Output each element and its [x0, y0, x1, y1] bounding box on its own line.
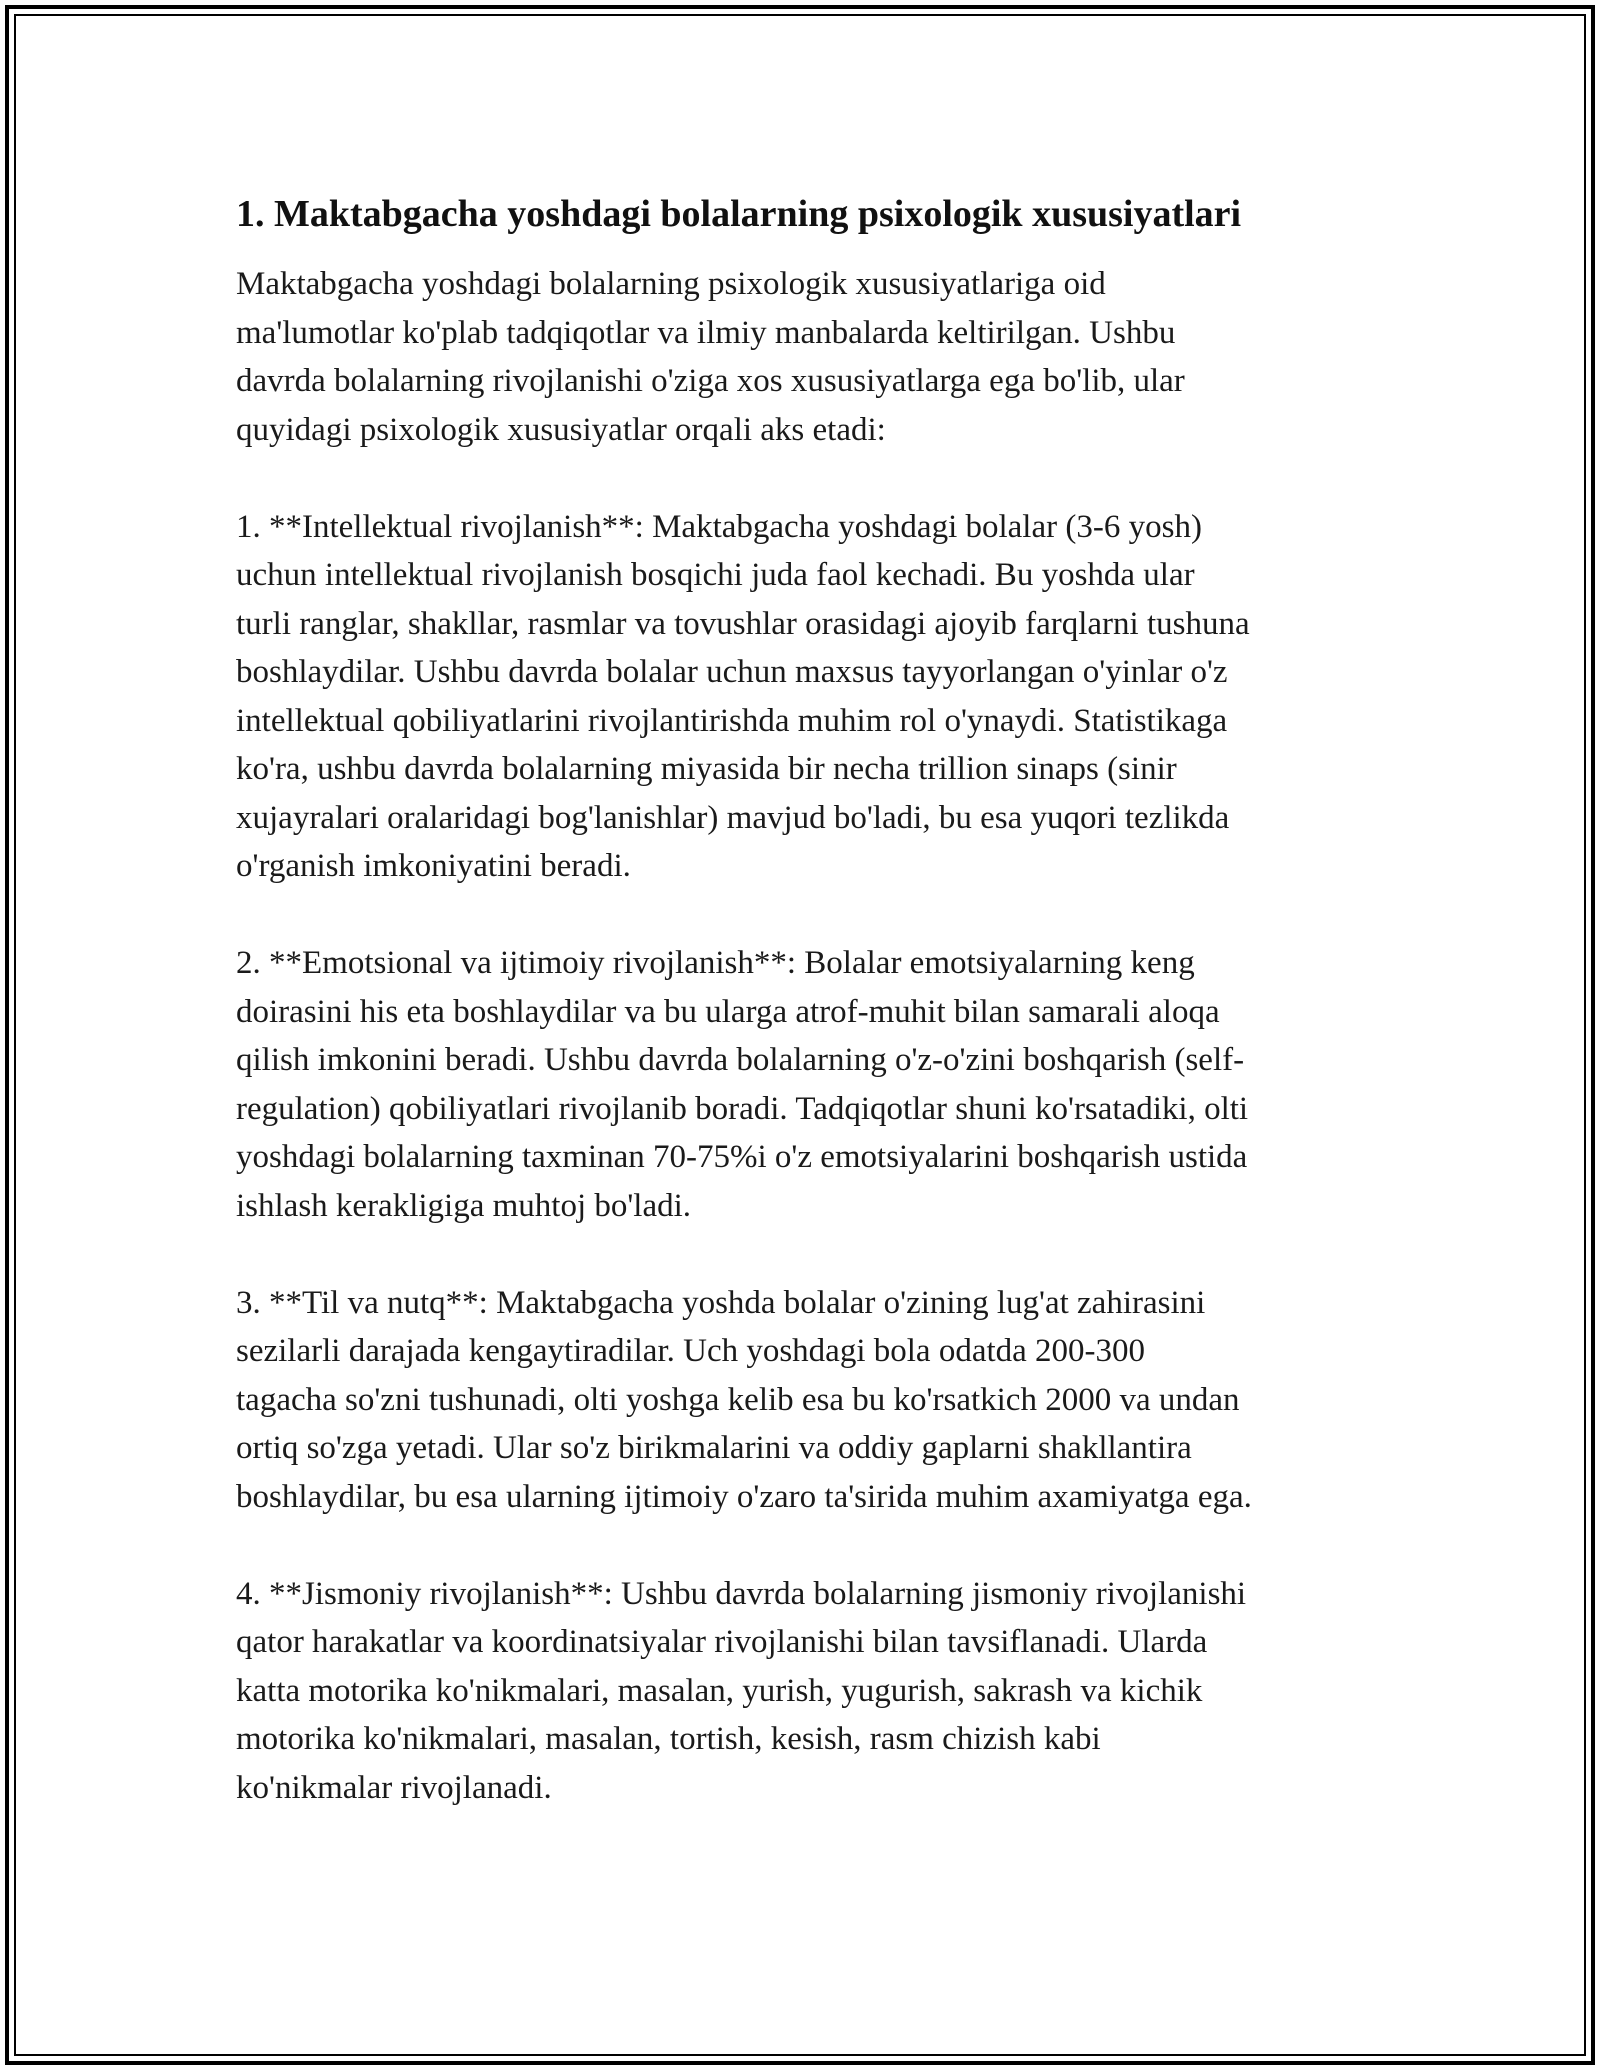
paragraph-language-speech: 3. **Til va nutq**: Maktabgacha yoshda bolalar o'zining lug'at zahirasini sezilarli darajada kengaytiradilar. Uch yoshdagi bola odatda 200-300 tagacha so'zni tushunadi, olti yoshga kelib esa bu ko'rsatkich 2000 va undan ortiq so'zga yetadi. Ular so'z birikmalarini va oddiy gaplarni shakllantira boshlaydilar, bu esa ularning ijtimoiy o'zaro ta'sirida muhim axamiyatga ega.	[236, 1284, 1252, 1515]
section-title: 1. Maktabgacha yoshdagi bolalarning psixologik xususiyatlari	[236, 193, 1242, 235]
intro-paragraph: Maktabgacha yoshdagi bolalarning psixologik xususiyatlariga oid ma'lumotlar ko'plab tadqiqotlar va ilmiy manbalarda keltirilgan. Ushbu davrda bolalarning rivojlanishi o'ziga xos xususiyatlarga ega bo'lib, ular quyidagi psixologik xususiyatlar orqali aks etadi:	[236, 266, 1185, 448]
paragraph-physical-development: 4. **Jismoniy rivojlanish**: Ushbu davrda bolalarning jismoniy rivojlanishi qator harakatlar va koordinatsiyalar rivojlanishi bilan tavsiflanadi. Ularda katta motorika ko'nikmalari, masalan, yurish, yugurish, sakrash va kichik motorika ko'nikmalari, masalan, tortish, kesish, rasm chizish kabi ko'nikmalar rivojlanadi.	[236, 1575, 1247, 1806]
paragraph-emotional-social-development: 2. **Emotsional va ijtimoiy rivojlanish**: Bolalar emotsiyalarning keng doirasini his eta boshlaydilar va bu ularga atrof-muhit bilan samarali aloqa qilish imkonini beradi. Ushbu davrda bolalarning o'z-o'zini boshqarish (self- regulation) qobiliyatlari rivojlanib boradi. Tadqiqotlar shuni ko'rsatadiki, olti yoshdagi bolalarning taxminan 70-75%i o'z emotsiyalarini boshqarish ustida ishlash kerakligiga muhtoj bo'ladi.	[236, 945, 1249, 1224]
document-body	[236, 190, 1376, 1861]
paragraph-intellectual-development: 1. **Intellektual rivojlanish**: Maktabgacha yoshdagi bolalar (3-6 yosh) uchun intellektual rivojlanish bosqichi juda faol kechadi. Bu yoshda ular turli ranglar, shakllar, rasmlar va tovushlar orasidagi ajoyib farqlarni tushuna boshlaydilar. Ushbu davrda bolalar uchun maxsus tayyorlangan o'yinlar o'z intellektual qobiliyatlarini rivojlantirishda muhim rol o'ynaydi. Statistikaga ko'ra, ushbu davrda bolalarning miyasida bir necha trillion sinaps (sinir xujayralari oralaridagi bog'lanishlar) mavjud bo'ladi, bu esa yuqori tezlikda o'rganish imkoniyatini beradi.	[236, 508, 1250, 884]
